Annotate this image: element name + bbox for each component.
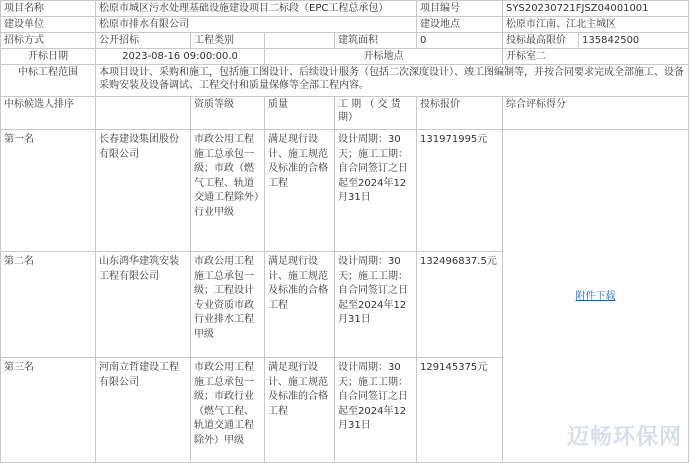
candidate-name: 长春建设集团股份有限公司 <box>96 130 191 252</box>
scope-label: 中标工程范围 <box>1 65 96 97</box>
candidate-quality: 满足现行设计、施工规范及标准的合格工程 <box>265 130 335 252</box>
max-price-label: 投标最高限价 <box>503 33 579 49</box>
col-bid-price-header: 投标报价 <box>417 97 503 130</box>
unit-label: 建设单位 <box>1 17 96 33</box>
header-row-method <box>1 33 689 49</box>
project-name-label: 项目名称 <box>1 1 96 17</box>
area-label: 建筑面积 <box>335 33 417 49</box>
candidate-rank: 第三名 <box>1 358 96 463</box>
col-duration-header: 工 期 （ 交 货 期） <box>335 97 417 130</box>
candidate-quality: 满足现行设计、施工规范及标准的合格工程 <box>265 358 335 463</box>
site-watermark: 迈畅环保网 <box>566 425 682 450</box>
candidate-duration: 设计周期：30天；施工工期：自合同签订之日起至2024年12月31日 <box>335 358 417 463</box>
open-date-label: 开标日期 <box>1 49 96 65</box>
candidate-rank: 第二名 <box>1 252 96 358</box>
col-quality-header: 质量 <box>265 97 335 130</box>
project-no-value: SYS20230721FJSZ04001001 <box>503 1 689 17</box>
candidate-qualification: 市政公用工程施工总承包一级；市政行业（燃气工程、轨道交通工程除外）甲级 <box>191 358 265 463</box>
col-rank-header: 中标候选人排序 <box>1 97 96 130</box>
scope-text: 本项目设计、采购和施工，包括施工图设计、后续设计服务（包括二次深度设计）、竣工图编制等，并按合同要求完成全部施工、设备采购安装及设备调试、工程交付和质量保修等全部工程内容。 <box>96 65 689 97</box>
candidate-duration: 设计周期：30天；施工工期：自合同签订之日起至2024年12月31日 <box>335 130 417 252</box>
candidate-name: 山东鸿华建筑安装工程有限公司 <box>96 252 191 358</box>
header-row-unit <box>1 17 689 33</box>
category-label: 工程类别 <box>191 33 265 49</box>
unit-value: 松原市排水有限公司 <box>96 17 417 33</box>
location-value: 松原市江南、江北主城区 <box>503 17 689 33</box>
col-name-header <box>96 97 191 130</box>
location-label: 建设地点 <box>417 17 503 33</box>
method-value: 公开招标 <box>96 33 191 49</box>
candidate-duration: 设计周期：30天；施工工期：自合同签订之日起至2024年12月31日 <box>335 252 417 358</box>
table-row <box>1 130 689 252</box>
area-value: 0 <box>417 33 503 49</box>
header-row-project <box>1 1 689 17</box>
header-row-opening <box>1 49 689 65</box>
col-qualification-header: 资质等级 <box>191 97 265 130</box>
open-place-label: 开标地点 <box>265 49 503 65</box>
candidate-bid-price: 132496837.5元 <box>417 252 503 358</box>
score-cell <box>503 130 689 463</box>
candidate-name: 河南立哲建设工程有限公司 <box>96 358 191 463</box>
candidate-bid-price: 129145375元 <box>417 358 503 463</box>
col-score-header: 综合评标得分 <box>503 97 689 130</box>
candidate-header-row <box>1 97 689 130</box>
candidate-quality: 满足现行设计、施工规范及标准的合格工程 <box>265 252 335 358</box>
candidate-rank: 第一名 <box>1 130 96 252</box>
attachment-download-link[interactable]: 附件下载 <box>575 290 616 302</box>
open-date-value: 2023-08-16 09:00:00.0 <box>96 49 265 65</box>
project-no-label: 项目编号 <box>417 1 503 17</box>
open-place-value: 开标室二 <box>503 49 689 65</box>
max-price-value: 135842500 <box>579 33 689 49</box>
method-label: 招标方式 <box>1 33 96 49</box>
candidate-bid-price: 131971995元 <box>417 130 503 252</box>
candidate-qualification: 市政公用工程施工总承包一级；市政（燃气工程、轨道交通工程除外）行业甲级 <box>191 130 265 252</box>
candidate-qualification: 市政公用工程施工总承包一级；工程设计专业资质市政行业排水工程甲级 <box>191 252 265 358</box>
project-name-value: 松原市城区污水处理基础设施建设项目二标段（EPC工程总承包） <box>96 1 417 17</box>
scope-row <box>1 65 689 97</box>
category-value <box>265 33 335 49</box>
